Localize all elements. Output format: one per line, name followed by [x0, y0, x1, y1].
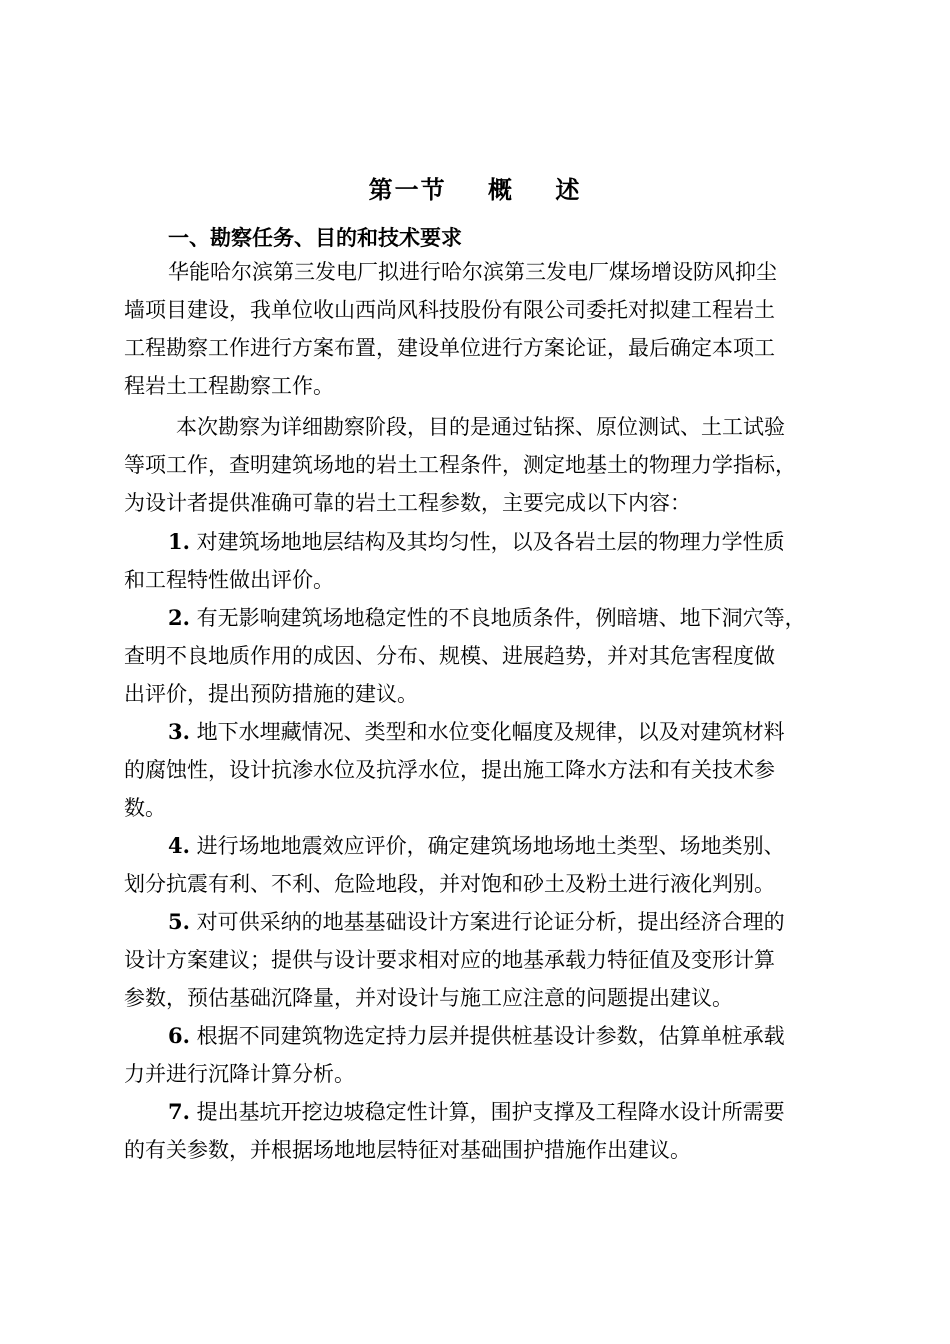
list-item-text: 有无影响建筑场地稳定性的不良地质条件，例暗塘、地下洞穴等，	[189, 606, 806, 630]
list-item-line: 参数，预估基础沉降量，并对设计与施工应注意的问题提出建议。	[124, 986, 733, 1010]
list-item-number: 3.	[168, 719, 190, 744]
paragraph-line: 程岩土工程勘察工作。	[124, 374, 334, 398]
paragraph-line: 等项工作，查明建筑场地的岩土工程条件，测定地基土的物理力学指标，	[124, 453, 796, 477]
list-item-line: 的有关参数，并根据场地地层特征对基础围护措施作出建议。	[124, 1138, 691, 1162]
list-item-first-line	[168, 604, 806, 632]
list-item-text: 根据不同建筑物选定持力层并提供桩基设计参数，估算单桩承载	[189, 1024, 785, 1048]
list-item-text: 提出基坑开挖边坡稳定性计算，围护支撑及工程降水设计所需要	[189, 1100, 785, 1124]
list-item-line: 和工程特性做出评价。	[124, 568, 334, 592]
list-item-line: 划分抗震有利、不利、危险地段，并对饱和砂土及粉土进行液化判别。	[124, 872, 775, 896]
list-item-text: 地下水埋藏情况、类型和水位变化幅度及规律，以及对建筑材料	[189, 720, 785, 744]
list-item-line: 力并进行沉降计算分析。	[124, 1062, 355, 1086]
paragraph-line: 为设计者提供准确可靠的岩土工程参数，主要完成以下内容：	[124, 491, 691, 515]
list-item-number: 1.	[168, 529, 190, 554]
section-heading: 一、勘察任务、目的和技术要求	[168, 225, 462, 250]
list-item-text: 对建筑场地地层结构及其均匀性，以及各岩土层的物理力学性质	[189, 530, 785, 554]
list-item-number: 6.	[168, 1023, 190, 1048]
list-item-number: 2.	[168, 605, 190, 630]
list-item-number: 5.	[168, 909, 190, 934]
list-item-text: 对可供采纳的地基基础设计方案进行论证分析，提出经济合理的	[189, 910, 785, 934]
list-item-line: 设计方案建议；提供与设计要求相对应的地基承载力特征值及变形计算	[124, 948, 775, 972]
list-item-text: 进行场地地震效应评价，确定建筑场地场地土类型、场地类别、	[189, 834, 785, 858]
list-item-line: 数。	[124, 796, 166, 820]
section-title: 第一节 概 述	[368, 175, 582, 204]
list-item-first-line	[168, 718, 785, 746]
list-item-first-line	[168, 832, 785, 860]
paragraph-line: 本次勘察为详细勘察阶段，目的是通过钻探、原位测试、土工试验	[176, 415, 785, 439]
paragraph-line: 华能哈尔滨第三发电厂拟进行哈尔滨第三发电厂煤场增设防风抑尘	[168, 260, 777, 284]
list-item-line: 查明不良地质作用的成因、分布、规模、进展趋势，并对其危害程度做	[124, 644, 775, 668]
list-item-first-line	[168, 1098, 785, 1126]
list-item-line: 的腐蚀性，设计抗渗水位及抗浮水位，提出施工降水方法和有关技术参	[124, 758, 775, 782]
list-item-number: 7.	[168, 1099, 190, 1124]
list-item-first-line	[168, 1022, 785, 1050]
list-item-first-line	[168, 908, 785, 936]
list-item-first-line	[168, 528, 785, 556]
list-item-number: 4.	[168, 833, 190, 858]
paragraph-line: 墙项目建设，我单位收山西尚风科技股份有限公司委托对拟建工程岩土	[124, 298, 775, 322]
list-item-line: 出评价，提出预防措施的建议。	[124, 682, 418, 706]
paragraph-line: 工程勘察工作进行方案布置，建设单位进行方案论证，最后确定本项工	[124, 336, 775, 360]
